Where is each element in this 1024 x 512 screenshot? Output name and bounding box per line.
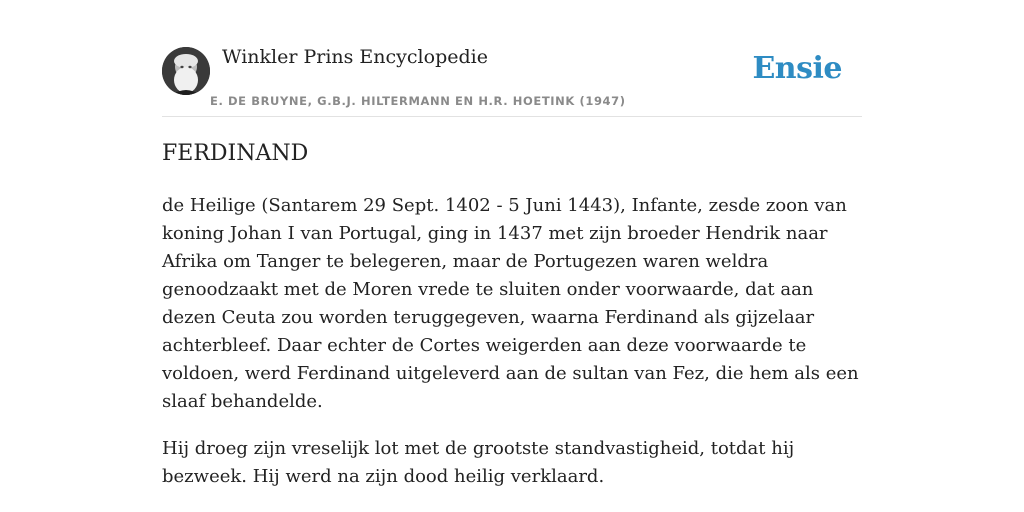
source-header: [162, 0, 862, 117]
source-authors: E. DE BRUYNE, G.B.J. HILTERMANN EN H.R. HOETINK (1947): [210, 94, 626, 108]
author-avatar[interactable]: [162, 47, 210, 95]
entry-body: [162, 192, 862, 510]
entry-title: FERDINAND: [162, 141, 309, 166]
source-title[interactable]: Winkler Prins Encyclopedie: [222, 46, 488, 68]
entry-paragraph: Hij droeg zijn vreselijk lot met de grootste standvastigheid, totdat hij bezweek. Hij werd na zijn dood heilig verklaard.: [162, 438, 795, 487]
brand-logo[interactable]: Ensie: [752, 51, 842, 86]
portrait-icon: [162, 47, 210, 95]
article-card: [162, 0, 862, 512]
entry-paragraph: de Heilige (Santarem 29 Sept. 1402 - 5 Juni 1443), Infante, zesde zoon van koning Johan I van Portugal, ging in 1437 met zijn broeder Hendrik naar Afrika om Tanger te belegeren, maar de Portugezen waren weldra genoodzaakt met de Moren vrede te sluiten onder voorwaarde, dat aan dezen Ceuta zou worden teruggegeven, waarna Ferdinand als gijzelaar achterbleef. Daar echter de Cortes weigerden aan deze voorwaarde te voldoen, werd Ferdinand uitgeleverd aan de sultan van Fez, die hem als een slaaf behandelde.: [162, 195, 859, 412]
